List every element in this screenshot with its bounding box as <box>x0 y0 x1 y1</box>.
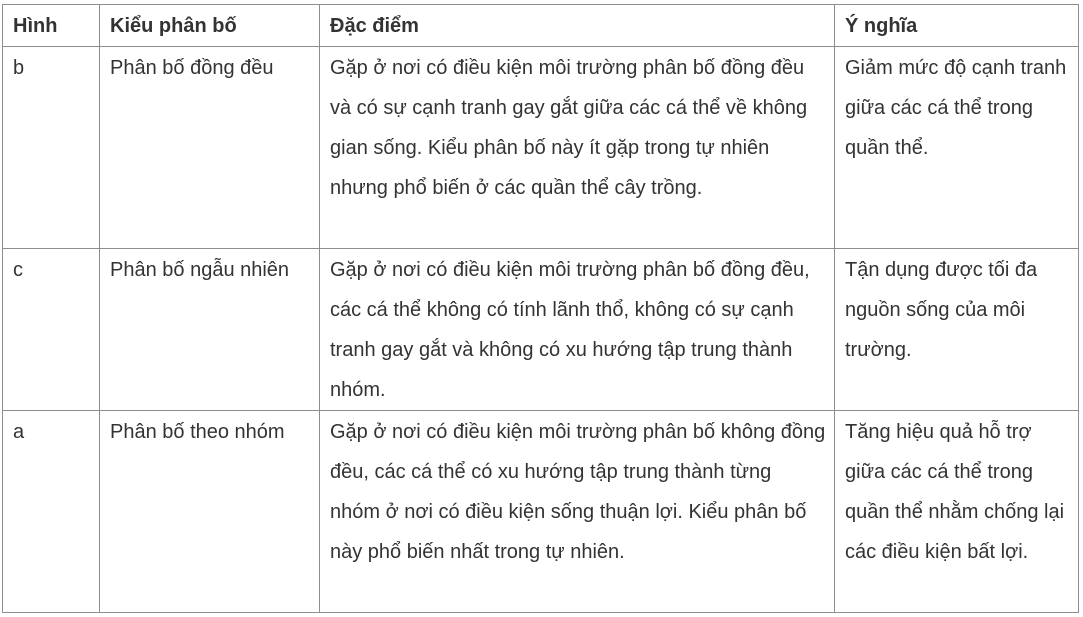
header-dac-diem: Đặc điểm <box>320 5 835 47</box>
cell-kieu-phan-bo: Phân bố đồng đều <box>100 47 320 249</box>
cell-y-nghia: Giảm mức độ cạnh tranh giữa các cá thể trong quần thể. <box>835 47 1079 249</box>
cell-hinh: c <box>3 249 100 411</box>
header-y-nghia: Ý nghĩa <box>835 5 1079 47</box>
cell-hinh: a <box>3 411 100 613</box>
table-header-row <box>3 5 1079 47</box>
table-row <box>3 249 1079 411</box>
table-row <box>3 411 1079 613</box>
cell-y-nghia: Tận dụng được tối đa nguồn sống của môi trường. <box>835 249 1079 411</box>
distribution-table <box>2 4 1079 613</box>
header-kieu-phan-bo: Kiểu phân bố <box>100 5 320 47</box>
cell-dac-diem: Gặp ở nơi có điều kiện môi trường phân bố đồng đều và có sự cạnh tranh gay gắt giữa các cá thể về không gian sống. Kiểu phân bố này ít gặp trong tự nhiên nhưng phổ biến ở các quần thể cây trồng. <box>320 47 835 249</box>
cell-kieu-phan-bo: Phân bố ngẫu nhiên <box>100 249 320 411</box>
cell-y-nghia: Tăng hiệu quả hỗ trợ giữa các cá thể trong quần thể nhằm chống lại các điều kiện bất lợi. <box>835 411 1079 613</box>
cell-dac-diem: Gặp ở nơi có điều kiện môi trường phân bố đồng đều, các cá thể không có tính lãnh thổ, không có sự cạnh tranh gay gắt và không có xu hướng tập trung thành nhóm. <box>320 249 835 411</box>
cell-hinh: b <box>3 47 100 249</box>
header-hinh: Hình <box>3 5 100 47</box>
cell-dac-diem: Gặp ở nơi có điều kiện môi trường phân bố không đồng đều, các cá thể có xu hướng tập trung thành từng nhóm ở nơi có điều kiện sống thuận lợi. Kiểu phân bố này phổ biến nhất trong tự nhiên. <box>320 411 835 613</box>
cell-kieu-phan-bo: Phân bố theo nhóm <box>100 411 320 613</box>
table-row <box>3 47 1079 249</box>
